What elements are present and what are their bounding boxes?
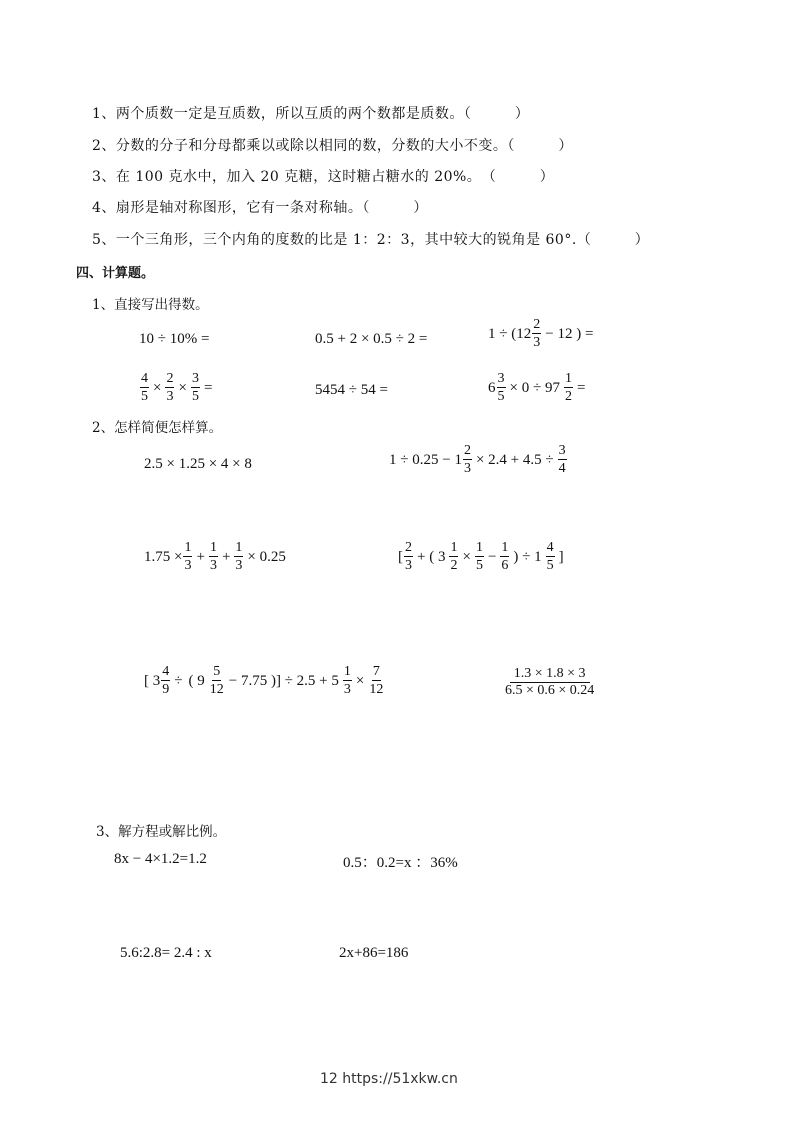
expr-text: + ( 3 xyxy=(417,548,446,565)
denominator: 5 xyxy=(141,389,148,404)
q3-eq-1: 8x − 4×1.2=1.2 xyxy=(114,851,207,867)
times-sign: × xyxy=(153,379,162,396)
fraction xyxy=(209,665,225,697)
denominator: 3 xyxy=(184,558,192,573)
q2-expr-3 xyxy=(144,541,289,573)
expr-text: 1 ÷ (12 xyxy=(488,325,532,342)
q1-expr-4 xyxy=(139,372,215,404)
q3-title: 3、解方程或解比例。 xyxy=(96,824,227,840)
q1-expr-2: 0.5 + 2 × 0.5 ÷ 2 = xyxy=(315,331,428,347)
denominator: 3 xyxy=(209,558,217,573)
expr-text: ( 9 xyxy=(188,672,205,689)
fraction xyxy=(501,666,598,699)
judgement-item-2: 2、分数的分子和分母都乘以或除以相同的数，分数的大小不变。（ ） xyxy=(92,138,573,154)
section-title: 四、计算题。 xyxy=(76,266,155,281)
denominator: 2 xyxy=(450,558,458,573)
numerator: 7 xyxy=(372,664,380,679)
numerator: 2 xyxy=(166,371,174,386)
fraction xyxy=(497,372,506,404)
q1-expr-3 xyxy=(488,318,596,350)
denominator: 3 xyxy=(533,335,541,350)
denominator: 3 xyxy=(166,389,174,404)
plus-sign: + xyxy=(196,548,205,565)
fraction xyxy=(161,665,170,697)
fraction xyxy=(449,541,458,573)
numerator: 1 xyxy=(184,540,192,555)
denominator: 12 xyxy=(209,682,224,697)
expr-text: − 12 ) = xyxy=(545,325,594,342)
q3-eq-3: 5.6:2.8= 2.4 : x xyxy=(120,945,212,961)
numerator: 4 xyxy=(141,371,148,386)
denominator: 3 xyxy=(463,461,471,476)
fraction xyxy=(343,665,352,697)
denominator: 5 xyxy=(191,389,199,404)
denominator: 6.5 × 0.6 × 0.24 xyxy=(505,683,595,698)
numerator: 1.3 × 1.8 × 3 xyxy=(510,666,590,683)
page-footer: 12 https://51xkw.cn xyxy=(320,1071,458,1087)
judgement-item-4: 4、扇形是轴对称图形，它有一条对称轴。（ ） xyxy=(92,200,428,216)
denominator: 5 xyxy=(475,558,483,573)
fraction xyxy=(463,444,472,476)
numerator: 5 xyxy=(213,664,221,679)
numerator: 1 xyxy=(450,540,458,555)
times-sign: × xyxy=(178,379,187,396)
equals-sign: = xyxy=(576,379,586,396)
denominator: 5 xyxy=(546,558,554,573)
numerator: 2 xyxy=(405,540,412,555)
denominator: 3 xyxy=(405,558,412,573)
bracket: [ xyxy=(398,548,403,565)
fraction xyxy=(165,372,174,404)
numerator: 1 xyxy=(475,540,483,555)
judgement-item-5: 5、一个三角形，三个内角的度数的比是 1：2：3，其中较大的锐角是 60°.（ ） xyxy=(92,232,650,248)
q2-expr-4 xyxy=(398,541,567,573)
q2-expr-5 xyxy=(144,665,385,697)
fraction xyxy=(140,372,149,404)
whole-number: 6 xyxy=(488,379,496,396)
numerator: 1 xyxy=(209,540,217,555)
denominator: 2 xyxy=(564,389,572,404)
denominator: 9 xyxy=(162,682,170,697)
plus-sign: + xyxy=(221,548,231,565)
expr-text: 1.75 × xyxy=(144,548,183,565)
numerator: 3 xyxy=(558,443,566,458)
numerator: 3 xyxy=(497,371,505,386)
judgement-item-1: 1、两个质数一定是互质数，所以互质的两个数都是质数。（ ） xyxy=(92,106,530,122)
times-sign: × xyxy=(462,548,471,565)
fraction xyxy=(404,541,413,573)
q3-eq-4: 2x+86=186 xyxy=(339,945,409,961)
fraction xyxy=(234,541,243,573)
q1-expr-1: 10 ÷ 10% = xyxy=(139,331,210,347)
judgement-item-3: 3、在 100 克水中，加入 20 克糖，这时糖占糖水的 20%。 （ ） xyxy=(92,169,555,185)
expr-text: × 2.4 + 4.5 ÷ xyxy=(475,451,554,468)
expr-text: ) ÷ 1 xyxy=(513,548,542,565)
q2-expr-6 xyxy=(500,666,599,699)
fraction xyxy=(546,541,555,573)
numerator: 2 xyxy=(463,443,471,458)
fraction xyxy=(209,541,218,573)
fraction xyxy=(564,372,573,404)
denominator: 6 xyxy=(501,558,509,573)
numerator: 3 xyxy=(191,371,199,386)
numerator: 4 xyxy=(162,664,170,679)
q1-expr-6 xyxy=(488,372,588,404)
fraction xyxy=(475,541,484,573)
q2-expr-1: 2.5 × 1.25 × 4 × 8 xyxy=(144,456,252,472)
fraction xyxy=(368,665,384,697)
numerator: 1 xyxy=(564,371,572,386)
numerator: 1 xyxy=(501,540,509,555)
expr-text: − 7.75 )] ÷ 2.5 + 5 xyxy=(228,672,339,689)
expr-text: × 0 ÷ 97 xyxy=(509,379,560,396)
expr-text: [ 3 xyxy=(144,672,161,689)
expr-text: × 0.25 xyxy=(247,548,286,565)
bracket: ] xyxy=(558,548,564,565)
denominator: 3 xyxy=(343,682,351,697)
minus-sign: − xyxy=(487,548,497,565)
divide-sign: ÷ xyxy=(174,672,183,689)
numerator: 1 xyxy=(343,664,351,679)
numerator: 4 xyxy=(546,540,554,555)
fraction xyxy=(558,444,567,476)
fraction xyxy=(532,318,541,350)
numerator: 2 xyxy=(533,317,541,332)
denominator: 5 xyxy=(497,389,505,404)
denominator: 12 xyxy=(369,682,384,697)
fraction xyxy=(191,372,200,404)
denominator: 3 xyxy=(235,558,243,573)
expr-text: 1 ÷ 0.25 − 1 xyxy=(389,451,462,468)
q1-title: 1、直接写出得数。 xyxy=(92,297,209,313)
denominator: 4 xyxy=(558,461,566,476)
q3-eq-2: 0.5：0.2=x ：36% xyxy=(343,855,458,871)
times-sign: × xyxy=(355,672,365,689)
fraction xyxy=(183,541,192,573)
equals-sign: = xyxy=(203,379,213,396)
numerator: 1 xyxy=(235,540,243,555)
q2-expr-2 xyxy=(389,444,568,476)
q1-expr-5: 5454 ÷ 54 = xyxy=(315,382,388,398)
fraction xyxy=(500,541,509,573)
q2-title: 2、怎样简便怎样算。 xyxy=(92,420,223,436)
